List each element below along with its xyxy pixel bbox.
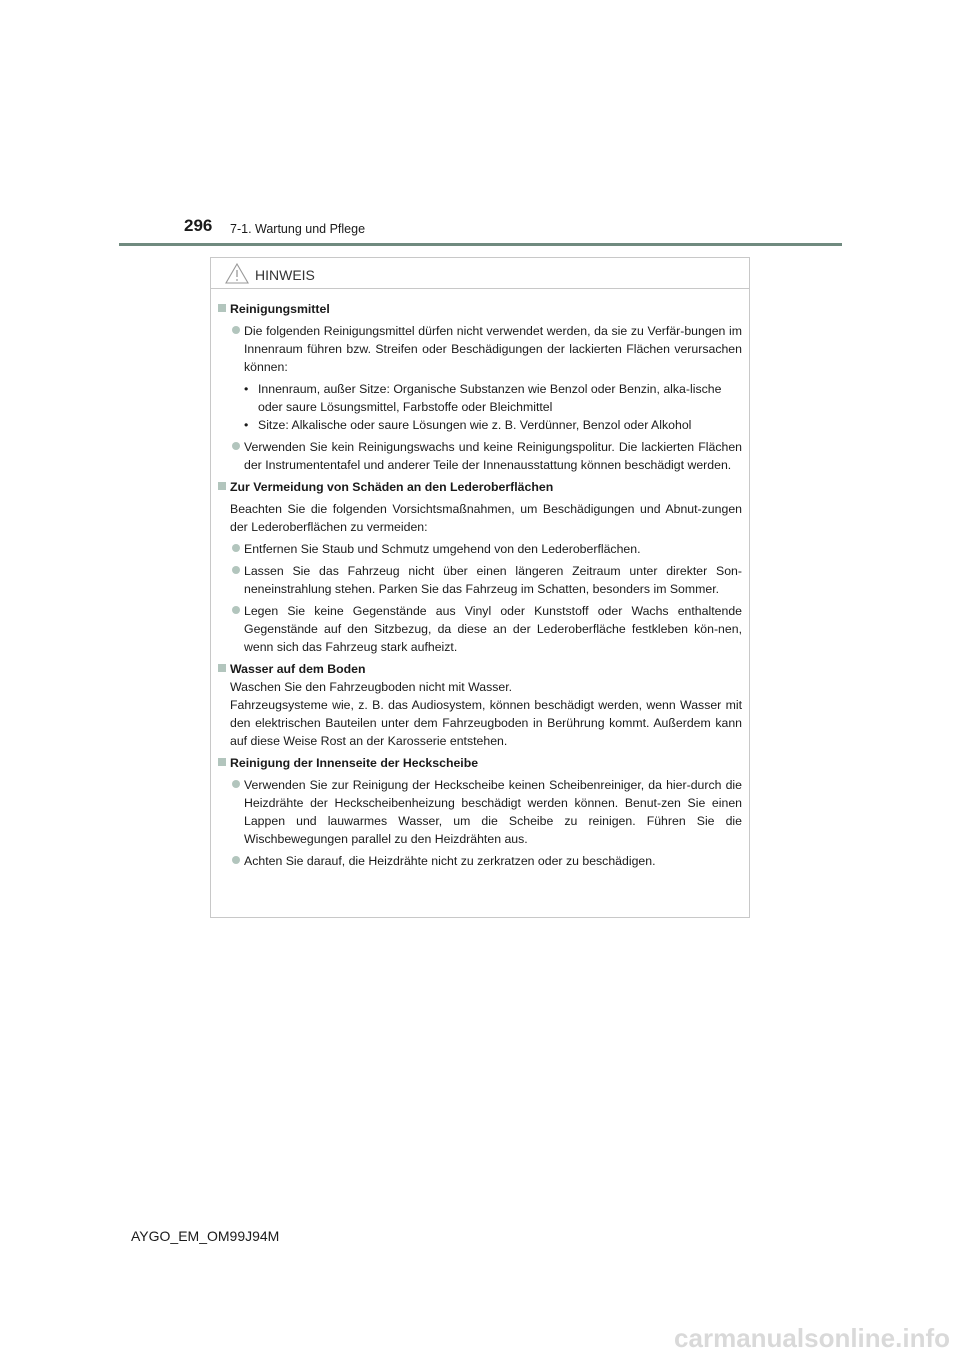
list-item-text: Verwenden Sie zur Reinigung der Heckscheibe keinen Scheibenreiniger, da hier-durch die Heizdrähte der Heckscheibenheizung beschädigt werden können. Benut-zen Sie einen Lappen und lauwarmes Wasser, um die Scheibe zu reinigen. Führen Sie die Wischbewegungen parallel zu den Heizdrähten aus. bbox=[244, 778, 742, 846]
bullet-dot-icon bbox=[232, 442, 240, 450]
footer-document-code: AYGO_EM_OM99J94M bbox=[131, 1228, 280, 1244]
list-item-text: Entfernen Sie Staub und Schmutz umgehend von den Lederoberflächen. bbox=[244, 542, 641, 556]
section-heading: Wasser auf dem Boden bbox=[230, 662, 366, 676]
header-rule bbox=[119, 243, 842, 246]
sub-list-item bbox=[230, 416, 742, 434]
paragraph: Waschen Sie den Fahrzeugboden nicht mit Wasser. bbox=[230, 680, 513, 694]
section-square-icon bbox=[218, 304, 226, 312]
notice-title: HINWEIS bbox=[255, 267, 315, 283]
bullet-dot-icon bbox=[232, 856, 240, 864]
section-cleaning-agents bbox=[218, 300, 742, 474]
notice-header bbox=[211, 258, 749, 289]
section-water-floor bbox=[218, 660, 742, 750]
paragraph: Beachten Sie die folgenden Vorsichtsmaßnahmen, um Beschädigungen und Abnut-zungen der Lederoberflächen zu vermeiden: bbox=[230, 502, 742, 534]
section-square-icon bbox=[218, 664, 226, 672]
list-item bbox=[230, 562, 742, 598]
section-heading: Reinigung der Innenseite der Heckscheibe bbox=[230, 756, 479, 770]
section-leather bbox=[218, 478, 742, 656]
watermark: carmanualsonline.info bbox=[674, 1323, 950, 1353]
list-item-text: Achten Sie darauf, die Heizdrähte nicht zu zerkratzen oder zu beschädigen. bbox=[244, 854, 656, 868]
bullet-dot-icon bbox=[232, 780, 240, 788]
section-rear-window bbox=[218, 754, 742, 870]
sub-list-item-text: Innenraum, außer Sitze: Organische Substanzen wie Benzol oder Benzin, alka-lische oder saure Lösungsmittel, Farbstoffe oder Bleichmittel bbox=[258, 382, 722, 414]
section-heading: Zur Vermeidung von Schäden an den Lederoberflächen bbox=[230, 480, 554, 494]
list-item bbox=[230, 776, 742, 848]
list-item bbox=[230, 438, 742, 474]
sub-bullet-icon: • bbox=[244, 418, 249, 432]
list-item bbox=[230, 322, 742, 376]
list-item-text: Die folgenden Reinigungsmittel dürfen nicht verwendet werden, da sie zu Verfär-bungen im Innenraum führen bzw. Streifen oder Beschädigungen der lackierten Flächen verursachen können: bbox=[244, 324, 742, 374]
list-item-text: Lassen Sie das Fahrzeug nicht über einen längeren Zeitraum unter direkter Son-neneinstrahlung stehen. Parken Sie das Fahrzeug im Schatten, besonders im Sommer. bbox=[244, 564, 742, 596]
sub-list-item bbox=[230, 380, 742, 416]
bullet-dot-icon bbox=[232, 606, 240, 614]
paragraph: Fahrzeugsysteme wie, z. B. das Audiosystem, können beschädigt werden, wenn Wasser mit den elektrischen Bauteilen unter dem Fahrzeugboden in Berührung kommt. Außerdem kann auf diese Weise Rost an der Karosserie entstehen. bbox=[230, 698, 742, 748]
sub-list-item-text: Sitze: Alkalische oder saure Lösungen wie z. B. Verdünner, Benzol oder Alkohol bbox=[258, 418, 692, 432]
notice-body bbox=[211, 289, 749, 870]
list-item bbox=[230, 852, 742, 870]
notice-box bbox=[210, 257, 750, 918]
list-item bbox=[230, 540, 742, 558]
section-square-icon bbox=[218, 482, 226, 490]
list-item bbox=[230, 602, 742, 656]
warning-triangle-icon bbox=[225, 263, 249, 284]
page-number: 296 bbox=[184, 216, 213, 235]
bullet-dot-icon bbox=[232, 566, 240, 574]
list-item-text: Legen Sie keine Gegenstände aus Vinyl oder Kunststoff oder Wachs enthaltende Gegenstände auf den Sitzbezug, da diese an der Lederoberfläche festkleben kön-nen, wenn sich das Fahrzeug stark aufheizt. bbox=[244, 604, 742, 654]
sub-bullet-icon: • bbox=[244, 382, 249, 396]
list-item-text: Verwenden Sie kein Reinigungswachs und keine Reinigungspolitur. Die lackierten Flächen der Instrumententafel und anderer Teile der Innenausstattung können beschädigt werden. bbox=[244, 440, 742, 472]
bullet-dot-icon bbox=[232, 544, 240, 552]
section-square-icon bbox=[218, 758, 226, 766]
bullet-dot-icon bbox=[232, 326, 240, 334]
section-title: 7-1. Wartung und Pflege bbox=[230, 222, 366, 236]
section-heading: Reinigungsmittel bbox=[230, 302, 330, 316]
